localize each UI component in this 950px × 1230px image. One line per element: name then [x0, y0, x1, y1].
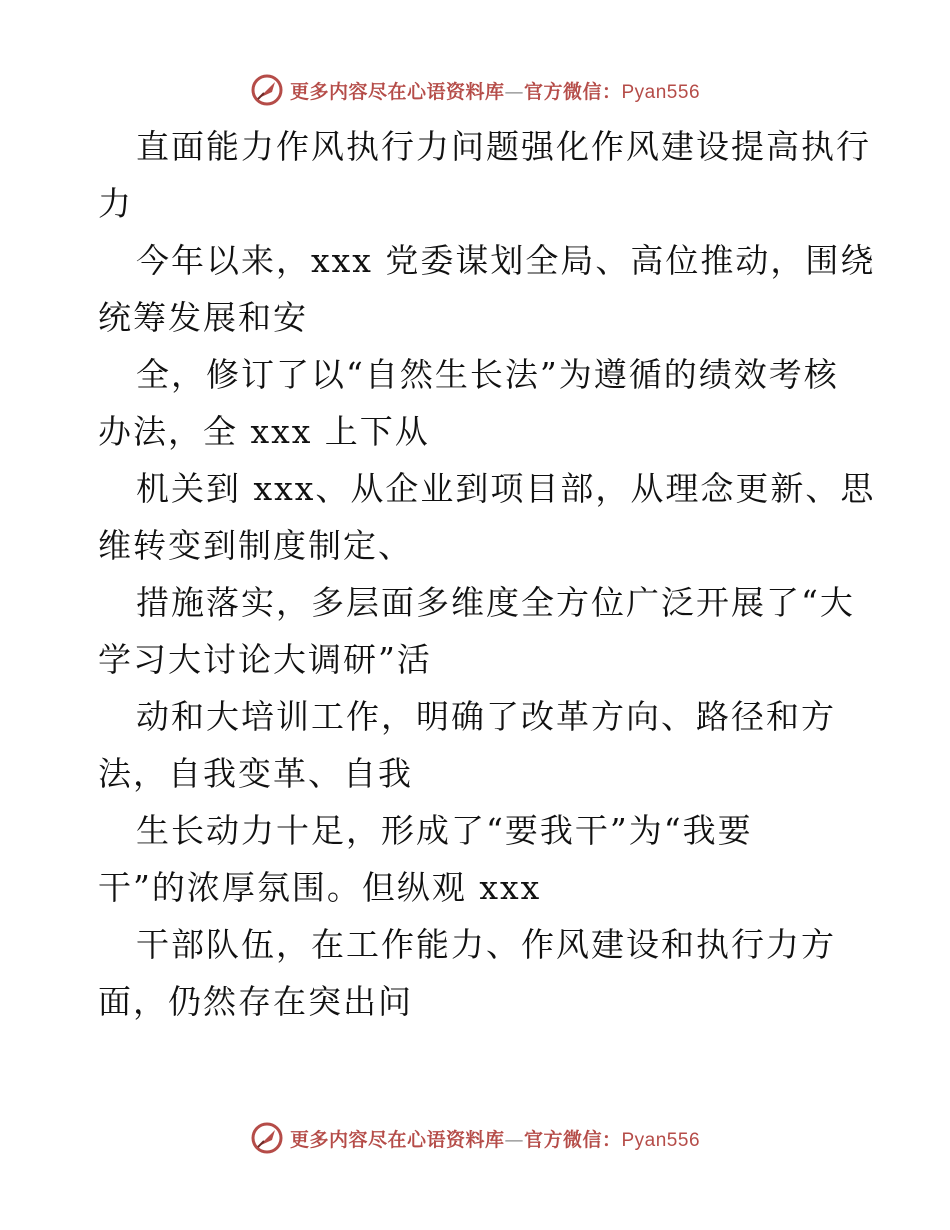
text-line: 措施落实，多层面多维度全方位广泛开展了“大 — [136, 583, 855, 622]
watermark-wechat-label: 官方微信： — [523, 80, 622, 103]
text-line: 力 — [98, 184, 133, 223]
watermark-wechat-label: 官方微信： — [523, 1128, 622, 1151]
text-line: 面，仍然存在突出问 — [98, 982, 413, 1021]
watermark-brand: 更多内容尽在心语资料库 — [289, 80, 505, 103]
text-line: 干”的浓厚氛围。但纵观 xxx — [98, 868, 542, 907]
text-line: 动和大培训工作，明确了改革方向、路径和方 — [136, 697, 836, 736]
text-line: 全，修订了以“自然生长法”为遵循的绩效考核 — [136, 355, 839, 394]
watermark-wechat-id: Pyan556 — [621, 1129, 701, 1151]
text-line: 学习大讨论大调研”活 — [98, 640, 432, 679]
text-line: 生长动力十足，形成了“要我干”为“我要 — [136, 811, 753, 850]
document-body — [98, 118, 876, 1030]
text-line: 统筹发展和安 — [98, 298, 308, 337]
watermark-separator: — — [504, 1128, 524, 1151]
footer-watermark — [0, 1118, 950, 1158]
quill-logo-icon — [250, 1121, 284, 1155]
text-line: 维转变到制度制定、 — [98, 526, 413, 565]
text-line: 法，自我变革、自我 — [98, 754, 413, 793]
watermark-brand: 更多内容尽在心语资料库 — [289, 1128, 505, 1151]
text-line: 机关到 xxx、从企业到项目部，从理念更新、思 — [136, 469, 876, 508]
header-watermark — [0, 70, 950, 110]
text-line: 办法，全 xxx 上下从 — [98, 412, 430, 451]
watermark-separator: — — [504, 80, 524, 103]
quill-logo-icon — [250, 73, 284, 107]
text-line: 直面能力作风执行力问题强化作风建设提高执行 — [136, 127, 871, 166]
text-line: 今年以来，xxx 党委谋划全局、高位推动，围绕 — [136, 241, 876, 280]
watermark-wechat-id: Pyan556 — [621, 81, 701, 103]
watermark-text — [290, 1125, 700, 1152]
watermark-text — [290, 77, 700, 104]
text-line: 干部队伍，在工作能力、作风建设和执行力方 — [136, 925, 836, 964]
